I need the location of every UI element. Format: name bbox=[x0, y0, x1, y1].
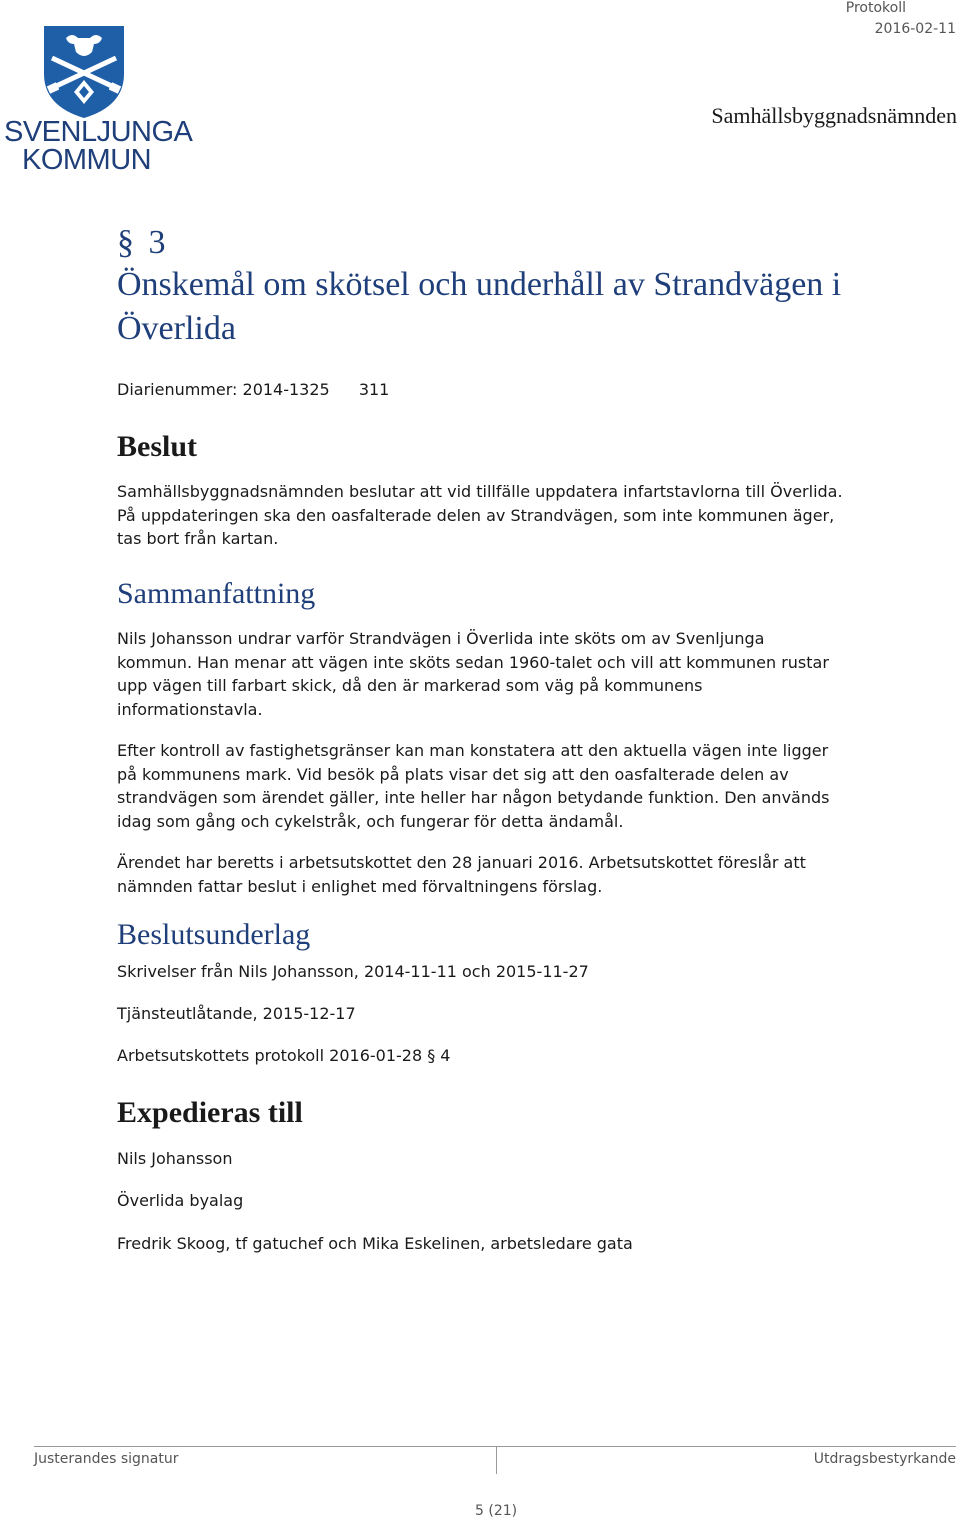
sammanfattning-para3 bbox=[117, 851, 917, 898]
text-line: Efter kontroll av fastighetsgränser kan man konstatera att den aktuella vägen inte ligger bbox=[117, 741, 829, 760]
page-number: 5 (21) bbox=[475, 1503, 518, 1519]
section-title-line2: Överlida bbox=[117, 310, 236, 347]
document-date: 2016-02-11 bbox=[874, 21, 956, 37]
beslut-heading: Beslut bbox=[117, 430, 198, 463]
diarienummer-code: 311 bbox=[358, 380, 390, 399]
beslut-line: På uppdateringen ska den oasfalterade delen av Strandvägen, som inte kommunen äger, bbox=[117, 505, 835, 525]
text-line: kommun. Han menar att vägen inte sköts sedan 1960-talet och vill att kommunen rustar bbox=[117, 652, 829, 672]
section-number-value: 3 bbox=[148, 224, 166, 261]
section-title-line1: Önskemål om skötsel och underhåll av Strandvägen i bbox=[117, 266, 842, 303]
paragraph-symbol: § bbox=[117, 224, 134, 261]
expedieras-item: Nils Johansson bbox=[117, 1149, 233, 1168]
diarienummer bbox=[117, 378, 389, 402]
sammanfattning-heading: Sammanfattning bbox=[117, 577, 316, 610]
logo-text-line1: SVENLJUNGA bbox=[4, 116, 193, 148]
committee-name: Samhällsbyggnadsnämnden bbox=[711, 103, 957, 128]
beslut-text bbox=[117, 480, 897, 551]
document-type: Protokoll bbox=[845, 0, 906, 16]
expedieras-heading: Expedieras till bbox=[117, 1096, 303, 1129]
text-line: idag som gång och cykelstråk, och fungerar för detta ändamål. bbox=[117, 811, 624, 831]
beslut-line: Samhällsbyggnadsnämnden beslutar att vid tillfälle uppdatera infartstavlorna till Överlida. bbox=[117, 482, 843, 501]
expedieras-item: Överlida byalag bbox=[117, 1191, 244, 1210]
expedieras-item: Fredrik Skoog, tf gatuchef och Mika Eskelinen, arbetsledare gata bbox=[117, 1234, 633, 1253]
sammanfattning-para2 bbox=[117, 739, 917, 833]
text-line: på kommunens mark. Vid besök på plats visar det sig att den oasfalterade delen av bbox=[117, 764, 789, 784]
text-line: Ärendet har beretts i arbetsutskottet den 28 januari 2016. Arbetsutskottet föreslår att bbox=[117, 853, 806, 872]
coat-of-arms-icon bbox=[0, 22, 170, 120]
municipality-logo bbox=[0, 22, 193, 176]
diarienummer-label: Diarienummer: 2014-1325 bbox=[117, 380, 330, 399]
footer-divider bbox=[496, 1446, 497, 1474]
beslutsunderlag-heading: Beslutsunderlag bbox=[117, 918, 311, 951]
sammanfattning-para1 bbox=[117, 627, 917, 721]
justerandes-signatur-label: Justerandes signatur bbox=[34, 1451, 179, 1467]
footer-rule bbox=[34, 1446, 956, 1447]
text-line: informationstavla. bbox=[117, 699, 263, 719]
logo-text-line2: KOMMUN bbox=[22, 144, 152, 176]
text-line: strandvägen som ärendet gäller, inte heller har någon betydande funktion. Den används bbox=[117, 788, 830, 807]
text-line: upp vägen till farbart skick, då den är markerad som väg på kommunens bbox=[117, 676, 703, 695]
section-number bbox=[117, 224, 166, 262]
beslutsunderlag-item: Arbetsutskottets protokoll 2016-01-28 § 4 bbox=[117, 1046, 451, 1065]
beslut-line: tas bort från kartan. bbox=[117, 529, 279, 548]
text-line: nämnden fattar beslut i enlighet med förvaltningens förslag. bbox=[117, 876, 603, 896]
beslutsunderlag-item: Skrivelser från Nils Johansson, 2014-11-11 och 2015-11-27 bbox=[117, 962, 589, 981]
utdragsbestyrkande-label: Utdragsbestyrkande bbox=[813, 1451, 956, 1467]
text-line: Nils Johansson undrar varför Strandvägen i Överlida inte sköts om av Svenljunga bbox=[117, 629, 765, 648]
beslutsunderlag-item: Tjänsteutlåtande, 2015-12-17 bbox=[117, 1004, 356, 1023]
